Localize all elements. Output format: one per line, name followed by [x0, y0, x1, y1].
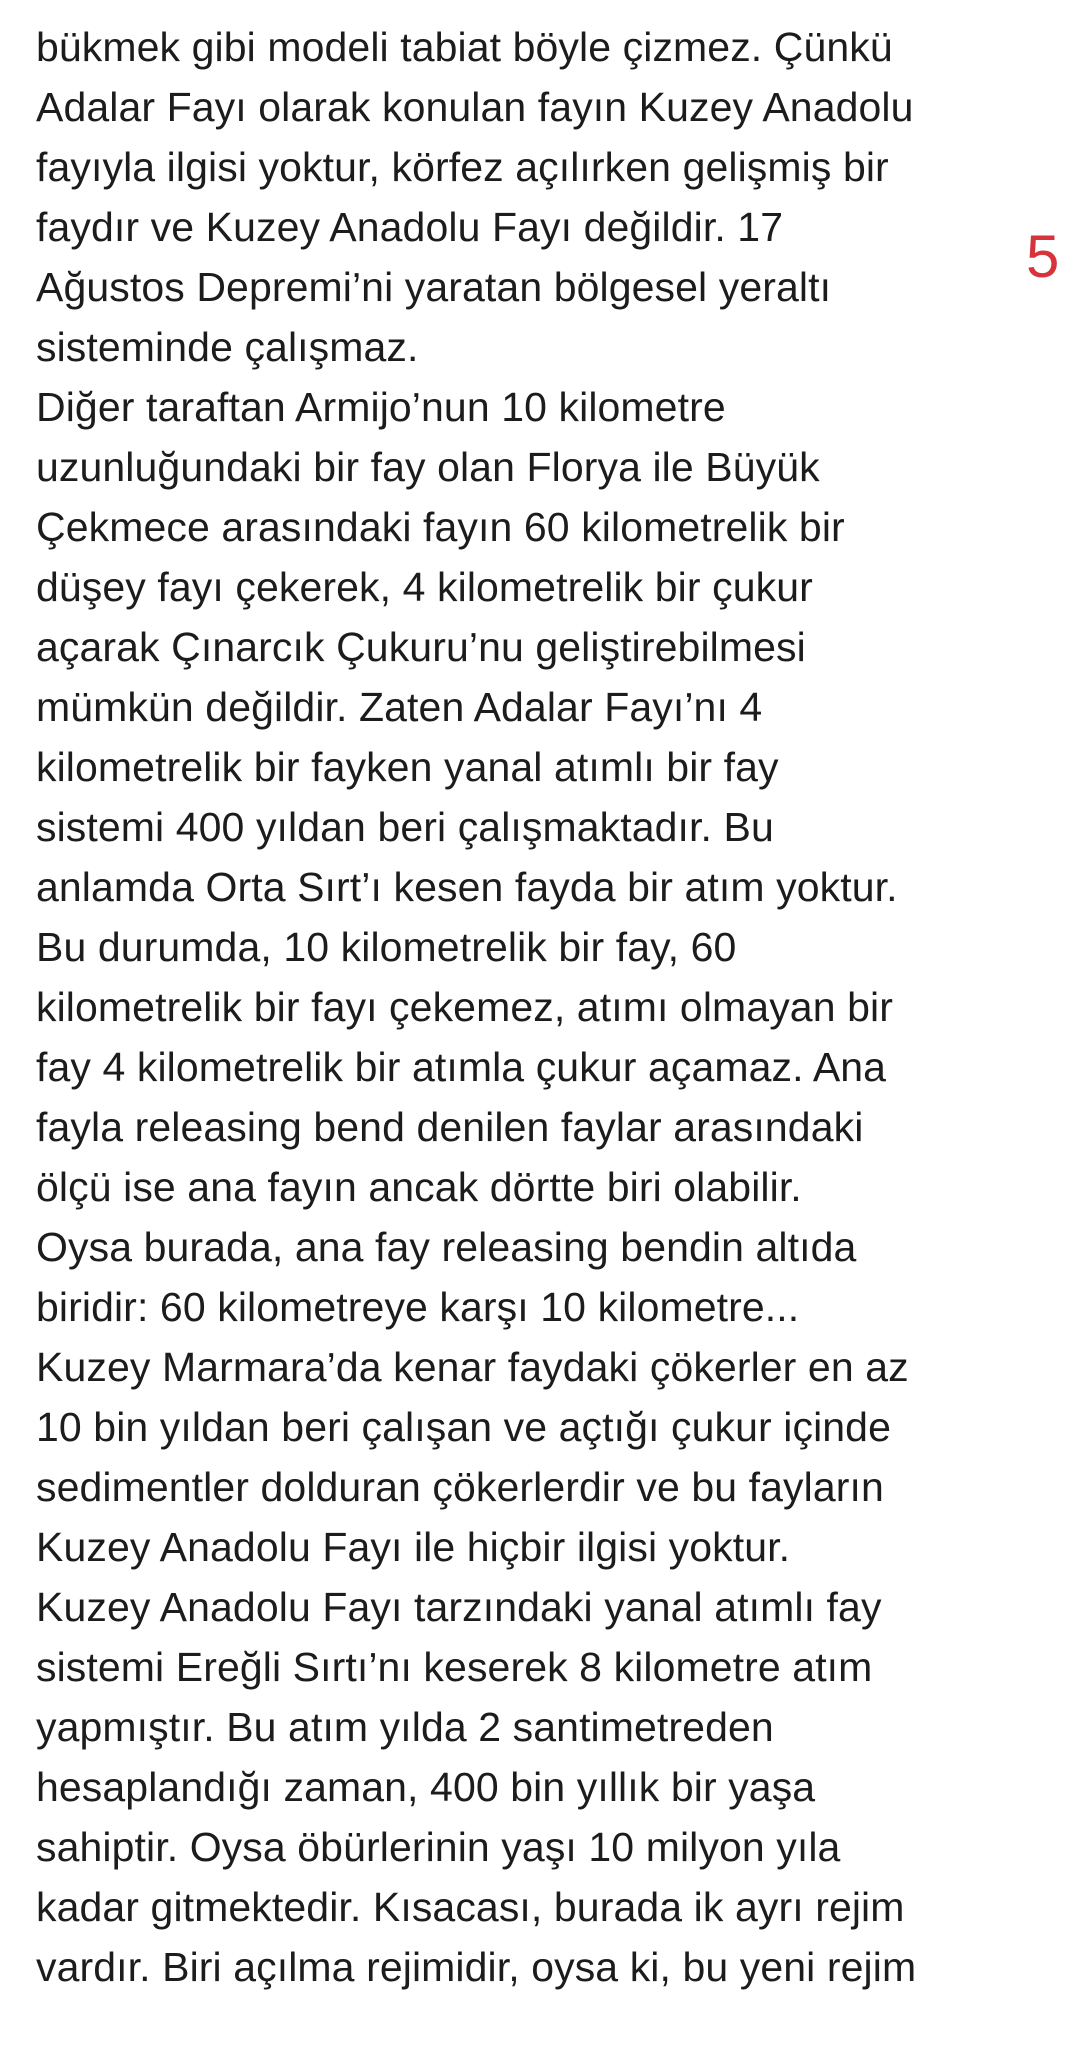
text-line: Bu durumda, 10 kilometrelik bir fay, 60: [36, 924, 737, 970]
text-line: Kuzey Marmara’da kenar faydaki çökerler en az: [36, 1344, 909, 1390]
text-line: Kuzey Anadolu Fayı ile hiçbir ilgisi yoktur.: [36, 1524, 791, 1570]
text-line: anlamda Orta Sırt’ı kesen fayda bir atım yoktur.: [36, 864, 898, 910]
page-number: 5: [1026, 223, 1060, 290]
text-line: sisteminde çalışmaz.: [36, 324, 419, 370]
text-line: kilometrelik bir fayken yanal atımlı bir fay: [36, 744, 779, 790]
text-line: fay 4 kilometrelik bir atımla çukur açamaz. Ana: [36, 1044, 887, 1090]
text-line: ölçü ise ana fayın ancak dörtte biri olabilir.: [36, 1164, 802, 1210]
text-line: biridir: 60 kilometreye karşı 10 kilometre...: [36, 1284, 800, 1330]
text-line: sistemi 400 yıldan beri çalışmaktadır. Bu: [36, 804, 774, 850]
document-page: [36, 0, 1060, 2047]
text-line: kadar gitmektedir. Kısacası, burada ik ayrı rejim: [36, 1884, 905, 1930]
text-line: Diğer taraftan Armijo’nun 10 kilometre: [36, 384, 726, 430]
text-line: Adalar Fayı olarak konulan fayın Kuzey Anadolu: [36, 84, 914, 130]
text-line: Ağustos Depremi’ni yaratan bölgesel yeraltı: [36, 264, 832, 310]
text-line: faydır ve Kuzey Anadolu Fayı değildir. 17: [36, 204, 784, 250]
text-line: sedimentler dolduran çökerlerdir ve bu fayların: [36, 1464, 884, 1510]
text-line: sahiptir. Oysa öbürlerinin yaşı 10 milyon yıla: [36, 1824, 841, 1870]
text-line: kilometrelik bir fayı çekemez, atımı olmayan bir: [36, 984, 893, 1030]
text-line: açarak Çınarcık Çukuru’nu geliştirebilmesi: [36, 624, 806, 670]
text-line: Oysa burada, ana fay releasing bendin altıda: [36, 1224, 857, 1270]
text-line: 10 bin yıldan beri çalışan ve açtığı çukur içinde: [36, 1404, 891, 1450]
text-line: yapmıştır. Bu atım yılda 2 santimetreden: [36, 1704, 774, 1750]
text-line: hesaplandığı zaman, 400 bin yıllık bir yaşa: [36, 1764, 816, 1810]
text-line: bükmek gibi modeli tabiat böyle çizmez. Çünkü: [36, 24, 893, 70]
text-line: mümkün değildir. Zaten Adalar Fayı’nı 4: [36, 684, 763, 730]
text-line: düşey fayı çekerek, 4 kilometrelik bir çukur: [36, 564, 813, 610]
text-line: sistemi Ereğli Sırtı’nı keserek 8 kilometre atım: [36, 1644, 873, 1690]
text-line: fayla releasing bend denilen faylar arasındaki: [36, 1104, 864, 1150]
text-line: vardır. Biri açılma rejimidir, oysa ki, bu yeni rejim: [36, 1944, 917, 1990]
text-line: fayıyla ilgisi yoktur, körfez açılırken gelişmiş bir: [36, 144, 889, 190]
text-line: Çekmece arasındaki fayın 60 kilometrelik bir: [36, 504, 845, 550]
text-line: uzunluğundaki bir fay olan Florya ile Büyük: [36, 444, 820, 490]
text-line: Kuzey Anadolu Fayı tarzındaki yanal atımlı fay: [36, 1584, 882, 1630]
